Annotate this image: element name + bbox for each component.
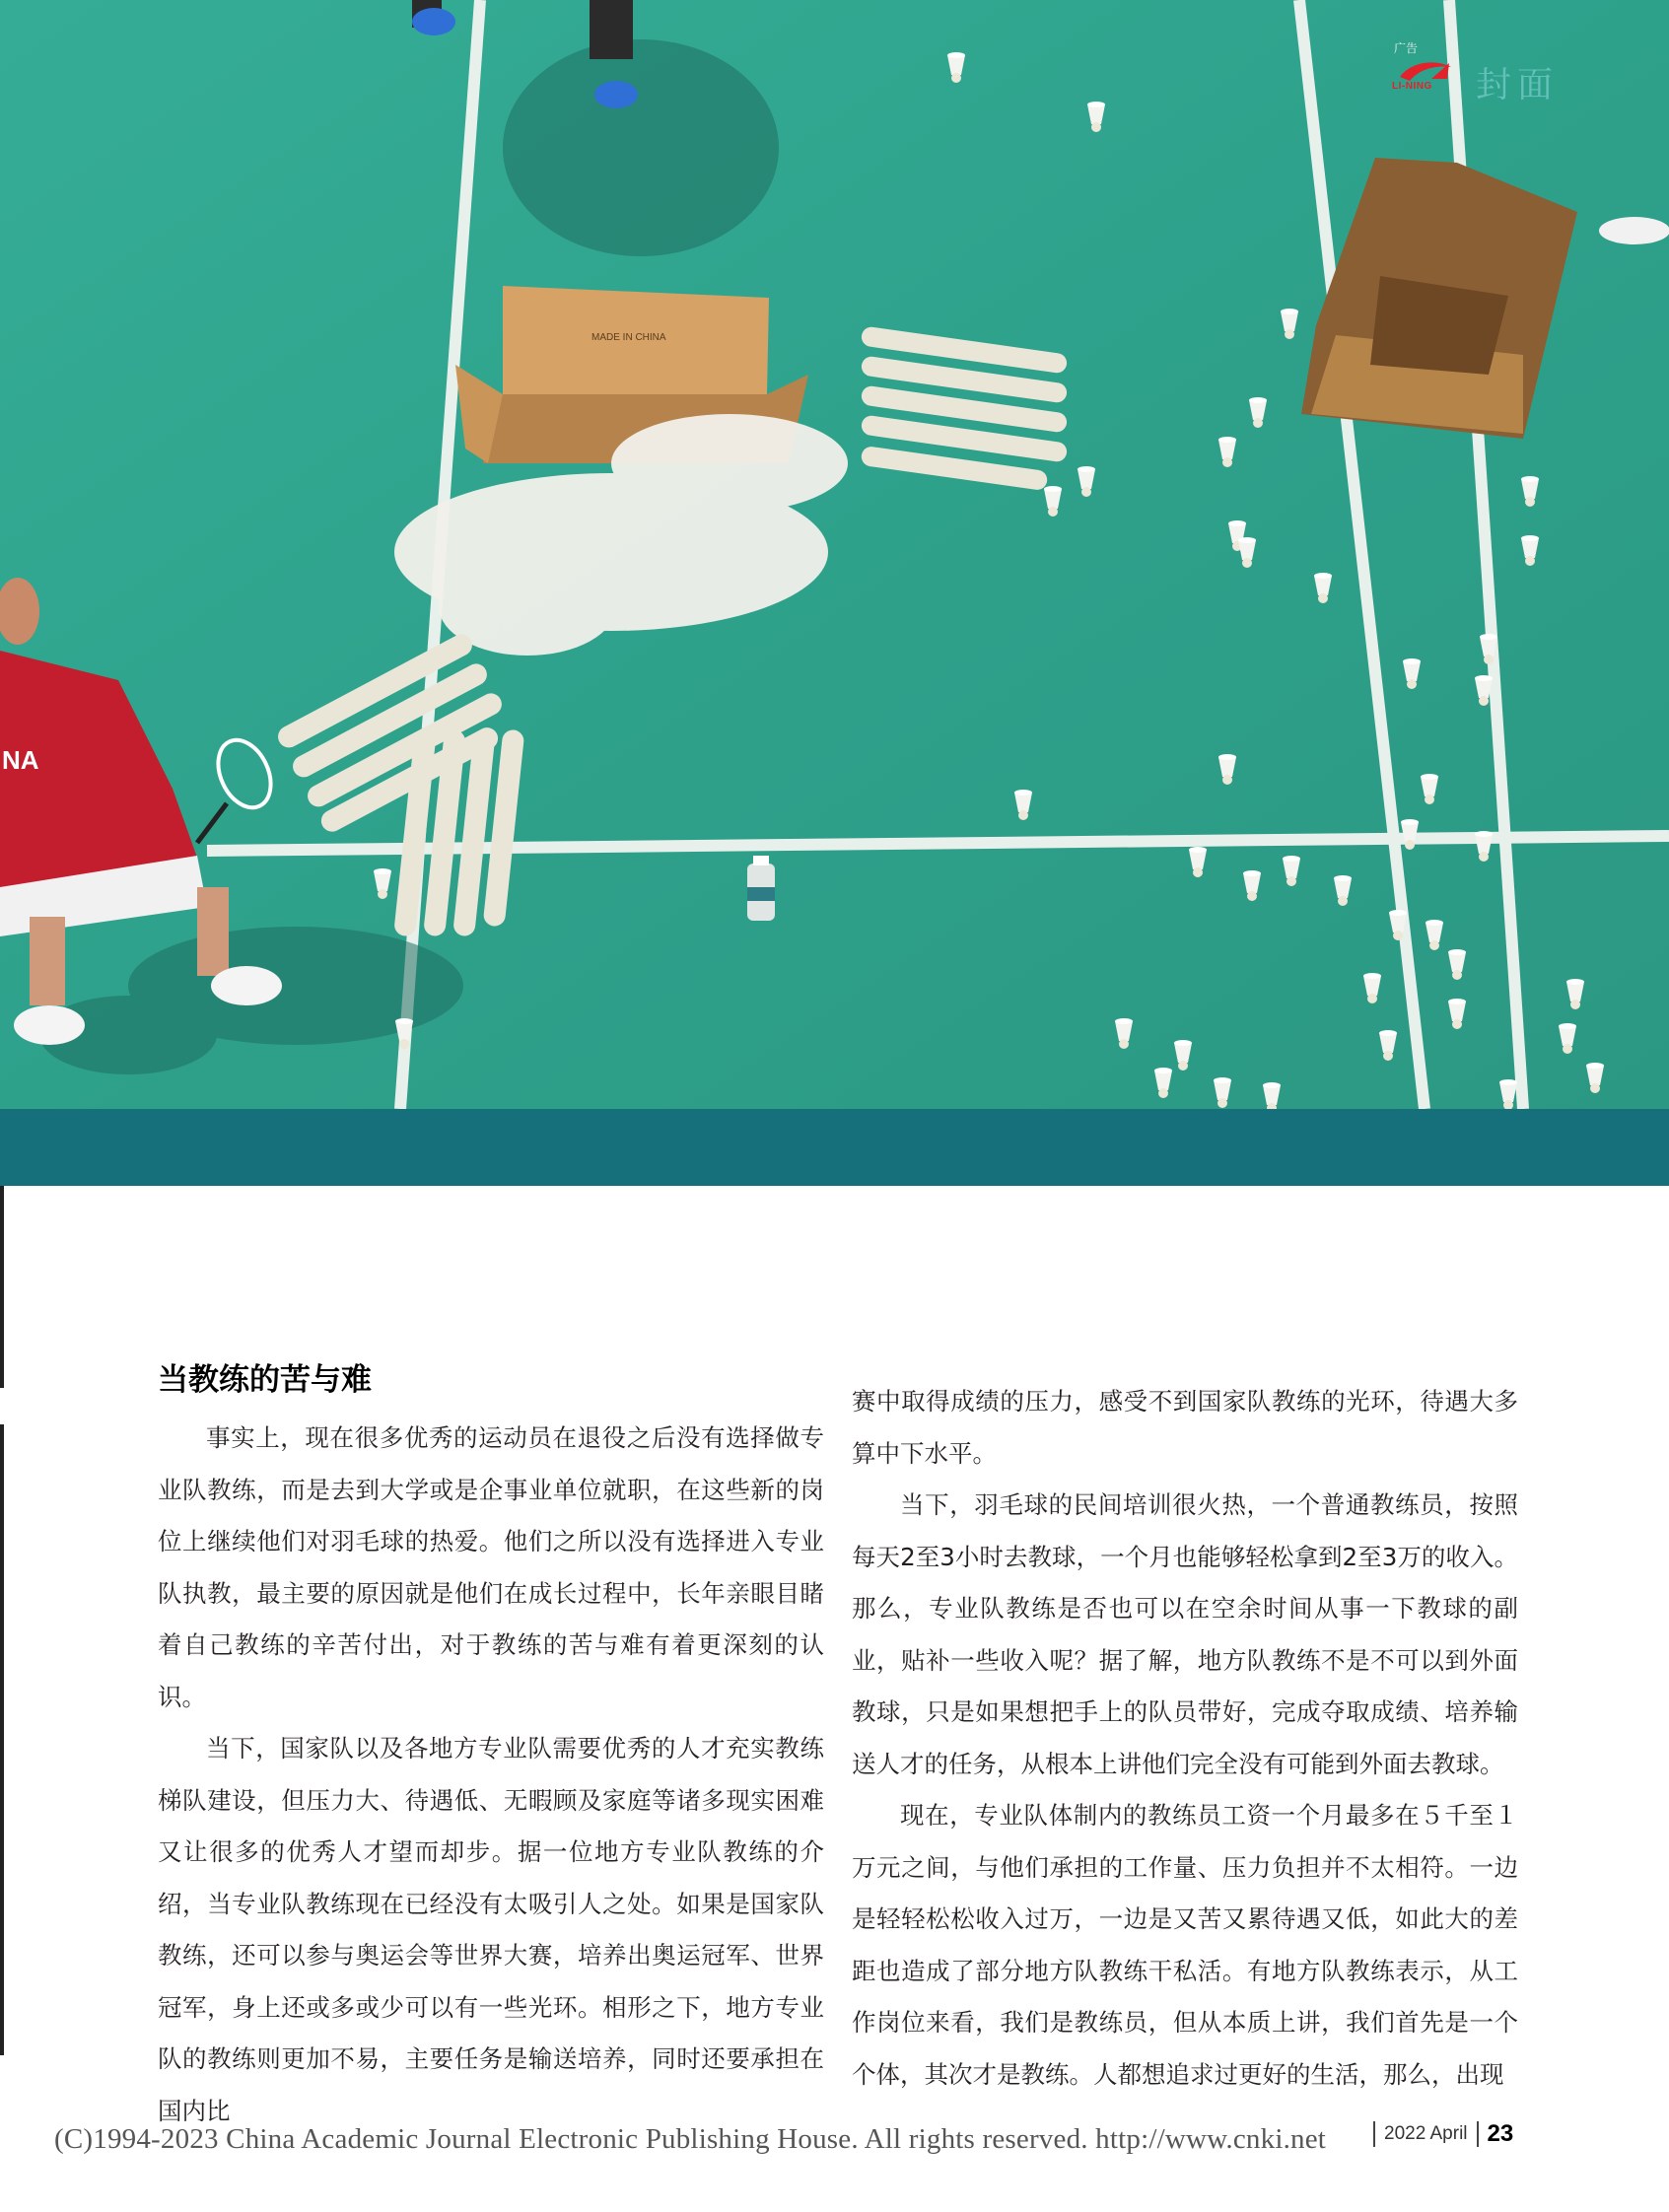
brand-name: LI-NING [1392, 81, 1432, 92]
copyright-notice: (C)1994-2023 China Academic Journal Electronic Publishing House. All rights reserved. http://www.cnki.net [54, 2123, 1327, 2155]
box-print: MADE IN CHINA [591, 332, 666, 343]
folio-divider [1373, 2121, 1375, 2147]
folio-divider [1477, 2121, 1479, 2147]
paragraph: 当下，羽毛球的民间培训很火热，一个普通教练员，按照每天2至3小时去教球，一个月也能够轻松拿到2至3万的收入。那么，专业队教练是否也可以在空余时间从事一下教球的副业，贴补一些收入呢？据了解，地方队教练不是不可以到外面教球，只是如果想把手上的队员带好，完成夺取成绩、培养输送人才的任务，从根本上讲他们完全没有可能到外面去教球。 [852, 1490, 1518, 1778]
paragraph: 当下，国家队以及各地方专业队需要优秀的人才充实教练梯队建设，但压力大、待遇低、无暇顾及家庭等诸多现实困难又让很多的优秀人才望而却步。据一位地方专业队教练的介绍，当专业队教练现在已经没有太吸引人之处。如果是国家队教练，还可以参与奥运会等世界大赛，培养出奥运冠军、世界冠军，身上还或多或少可以有一些光环。相形之下，地方专业队的教练则更加不易，主要任务是输送培养，同时还要承担在国内比 [158, 1734, 824, 2125]
article-right-column [852, 1376, 1518, 2101]
color-band [0, 1109, 1669, 1186]
paragraph-continued: 赛中取得成绩的压力，感受不到国家队教练的光环，待遇大多算中下水平。 [852, 1387, 1518, 1468]
article-left-column [158, 1358, 824, 2137]
ad-label: 广告 [1394, 41, 1419, 55]
paragraph: 事实上，现在很多优秀的运动员在退役之后没有选择做专业队教练，而是去到大学或是企事业单位就职，在这些新的岗位上继续他们对羽毛球的热爱。他们之所以没有选择进入专业队执教，最主要的原因就是他们在成长过程中，长年亲眼目睹着自己教练的辛苦付出，对于教练的苦与难有着更深刻的认识。 [158, 1423, 824, 1711]
shirt-lettering: NA [2, 745, 39, 775]
margin-mark [0, 1424, 4, 2055]
section-title: 封面 [1476, 65, 1560, 105]
paragraph: 现在，专业队体制内的教练员工资一个月最多在５千至１万元之间，与他们承担的工作量、压力负担并不太相符。一边是轻轻松松收入过万，一边是又苦又累待遇又低，如此大的差距也造成了部分地方队教练干私活。有地方队教练表示，从工作岗位来看，我们是教练员，但从本质上讲，我们首先是一个个体，其次才是教练。人都想追求过更好的生活，那么，出现 [852, 1801, 1518, 2089]
page-folio [1364, 2117, 1513, 2151]
issue-date: 2022 April [1384, 2123, 1468, 2144]
page-number: 23 [1487, 2120, 1514, 2147]
section-heading: 当教练的苦与难 [158, 1362, 372, 1398]
margin-mark [0, 1186, 4, 1388]
